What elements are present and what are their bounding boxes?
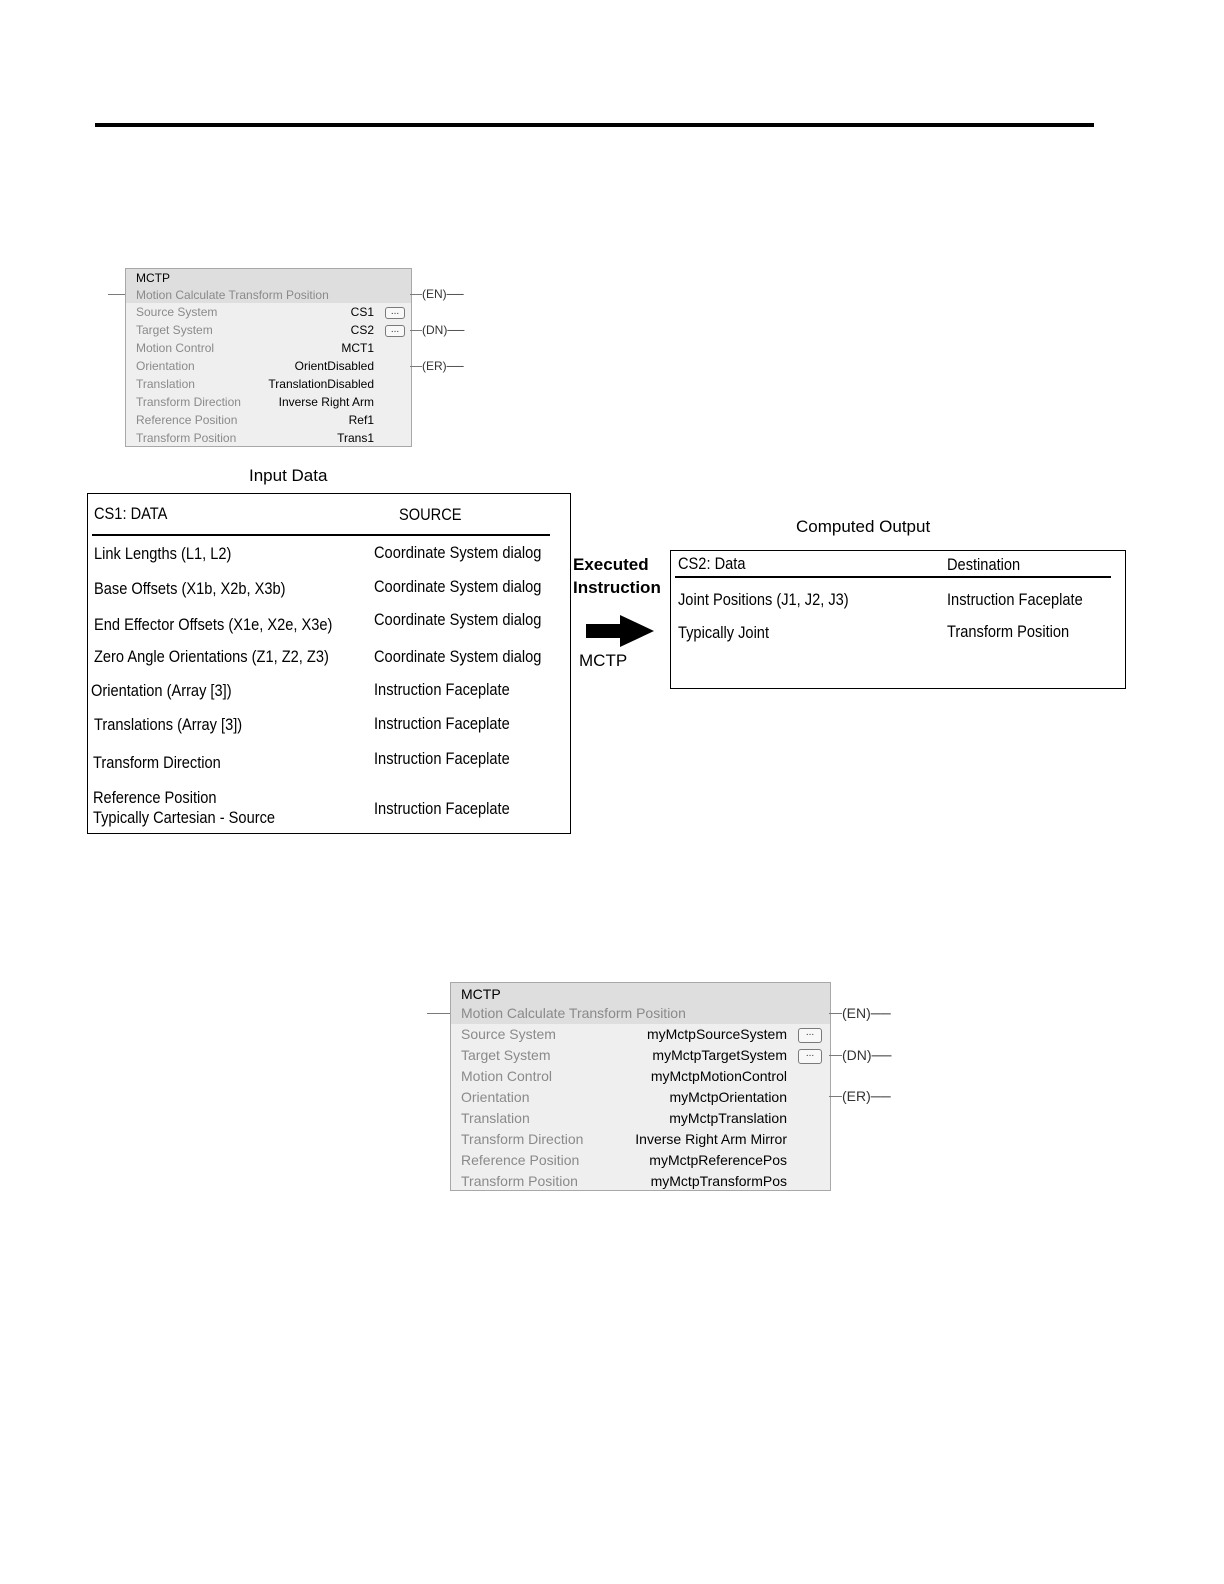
operand-value[interactable]: CS1 xyxy=(350,305,374,319)
operand-value[interactable]: myMctpSourceSystem xyxy=(646,1026,787,1042)
operand-value[interactable]: myMctpTransformPos xyxy=(650,1173,787,1189)
operand-label: Translation xyxy=(461,1110,530,1126)
input-row-data: Base Offsets (X1b, X2b, X3b) xyxy=(94,579,286,598)
operand-label: Translation xyxy=(136,377,195,391)
en-coil: (EN)── xyxy=(842,1005,891,1021)
operand-value[interactable]: myMctpTargetSystem xyxy=(652,1047,787,1063)
operand-value[interactable]: myMctpOrientation xyxy=(669,1089,787,1105)
operand-row-motion-control xyxy=(451,1067,830,1088)
instruction-mnemonic: MCTP xyxy=(136,271,170,285)
input-row-source: Instruction Faceplate xyxy=(374,749,510,768)
operand-value[interactable]: TranslationDisabled xyxy=(268,377,374,391)
mctp-instruction-block[interactable] xyxy=(450,982,831,1191)
operand-row-translation xyxy=(126,376,411,394)
input-row-source: Instruction Faceplate xyxy=(374,714,510,733)
right-arrow-icon xyxy=(586,615,654,647)
input-row-source: Coordinate System dialog xyxy=(374,543,542,562)
ellipsis-button[interactable]: ... xyxy=(385,325,405,337)
operand-value[interactable]: OrientDisabled xyxy=(294,359,374,373)
coil-label: EN xyxy=(846,1005,867,1021)
input-header-source: SOURCE xyxy=(399,505,462,524)
dn-coil: (DN)── xyxy=(842,1047,892,1063)
operand-value[interactable]: myMctpReferencePos xyxy=(649,1152,787,1168)
input-row-data: Link Lengths (L1, L2) xyxy=(94,544,232,563)
operand-value[interactable]: Trans1 xyxy=(337,431,374,445)
input-row-data-line2: Typically Cartesian - Source xyxy=(93,808,276,827)
operand-label: Motion Control xyxy=(461,1068,553,1084)
operand-label: Target System xyxy=(136,323,213,337)
operand-value[interactable]: CS2 xyxy=(350,323,374,337)
operand-value[interactable]: MCT1 xyxy=(341,341,374,355)
ellipsis-button[interactable]: ... xyxy=(385,307,405,319)
input-row-source: Coordinate System dialog xyxy=(374,647,542,666)
computed-output-caption: Computed Output xyxy=(796,517,931,536)
instruction-description: Motion Calculate Transform Position xyxy=(461,1005,686,1021)
operand-label: Reference Position xyxy=(461,1152,580,1168)
operand-row-reference-position xyxy=(126,412,411,430)
en-coil: (EN)── xyxy=(422,287,464,301)
operand-row-target-system xyxy=(451,1046,830,1067)
operand-label: Target System xyxy=(461,1047,551,1063)
dn-rung-line xyxy=(410,330,422,331)
operand-row-orientation xyxy=(126,358,411,376)
operand-value[interactable]: Inverse Right Arm xyxy=(278,395,374,409)
coil-label: DN xyxy=(846,1047,867,1063)
output-row-data: Typically Joint xyxy=(678,623,770,642)
input-header-rule xyxy=(92,534,550,536)
mctp-arrow-label: MCTP xyxy=(579,651,628,670)
coil-label: DN xyxy=(426,323,444,337)
input-data-table xyxy=(87,493,571,834)
dn-rung-line xyxy=(829,1055,842,1056)
operand-row-orientation xyxy=(451,1088,830,1109)
operand-label: Source System xyxy=(136,305,218,319)
input-row-data: Orientation (Array [3]) xyxy=(91,681,232,700)
rung-input-line xyxy=(427,1013,450,1014)
ellipsis-button[interactable]: ... xyxy=(798,1049,822,1064)
input-row-data: Translations (Array [3]) xyxy=(94,715,243,734)
operand-label: Transform Direction xyxy=(136,395,241,409)
operand-label: Transform Position xyxy=(136,431,237,445)
input-row-data: End Effector Offsets (X1e, X2e, X3e) xyxy=(94,615,333,634)
input-data-caption: Input Data xyxy=(249,466,328,485)
rung-output-line xyxy=(829,1013,842,1014)
operand-row-transform-position xyxy=(451,1172,830,1193)
operand-value[interactable]: myMctpTranslation xyxy=(669,1110,787,1126)
rung-output-line xyxy=(410,294,422,295)
block-header xyxy=(451,983,830,1024)
input-row-source: Instruction Faceplate xyxy=(374,799,510,818)
output-header-destination: Destination xyxy=(947,555,1021,574)
instruction-description: Motion Calculate Transform Position xyxy=(136,288,329,302)
output-row-destination: Transform Position xyxy=(947,622,1070,641)
operand-label: Transform Position xyxy=(461,1173,578,1189)
input-header-data: CS1: DATA xyxy=(94,504,168,523)
input-row-data: Transform Direction xyxy=(93,753,221,772)
operand-label: Motion Control xyxy=(136,341,215,355)
dn-coil: (DN)── xyxy=(422,323,465,337)
input-row-data: Zero Angle Orientations (Z1, Z2, Z3) xyxy=(94,647,329,666)
operand-row-target-system xyxy=(126,322,411,340)
output-row-destination: Instruction Faceplate xyxy=(947,590,1083,609)
instruction-label: Instruction xyxy=(573,578,661,597)
er-coil: (ER)── xyxy=(422,359,464,373)
operand-value[interactable]: Inverse Right Arm Mirror xyxy=(635,1131,787,1147)
er-rung-line xyxy=(829,1096,842,1097)
header-rule xyxy=(95,123,1094,127)
operand-label: Transform Direction xyxy=(461,1131,584,1147)
operand-label: Orientation xyxy=(461,1089,530,1105)
coil-label: ER xyxy=(426,359,443,373)
operand-row-motion-control xyxy=(126,340,411,358)
operand-row-translation xyxy=(451,1109,830,1130)
input-row-source: Instruction Faceplate xyxy=(374,680,510,699)
coil-label: EN xyxy=(426,287,443,301)
er-coil: (ER)── xyxy=(842,1088,891,1104)
output-row-data: Joint Positions (J1, J2, J3) xyxy=(678,590,849,609)
operand-value[interactable]: Ref1 xyxy=(348,413,374,427)
operand-row-transform-direction xyxy=(126,394,411,412)
ellipsis-button[interactable]: ... xyxy=(798,1028,822,1043)
instruction-mnemonic: MCTP xyxy=(461,986,501,1002)
input-row-data: Reference Position xyxy=(93,788,217,807)
operand-row-transform-direction xyxy=(451,1130,830,1151)
output-header-rule xyxy=(675,576,1111,578)
operand-row-source-system xyxy=(451,1025,830,1046)
rung-input-line xyxy=(108,294,125,295)
operand-value[interactable]: myMctpMotionControl xyxy=(650,1068,787,1084)
computed-output-table xyxy=(670,550,1126,689)
coil-label: ER xyxy=(846,1088,867,1104)
er-rung-line xyxy=(410,366,422,367)
input-row-source: Coordinate System dialog xyxy=(374,577,542,596)
operand-row-reference-position xyxy=(451,1151,830,1172)
executed-label: Executed xyxy=(573,555,649,574)
operand-row-transform-position xyxy=(126,430,411,448)
input-row-source: Coordinate System dialog xyxy=(374,610,542,629)
block-header xyxy=(126,269,411,303)
operand-row-source-system xyxy=(126,304,411,322)
operand-label: Source System xyxy=(461,1026,556,1042)
output-header-data: CS2: Data xyxy=(678,554,746,573)
operand-label: Orientation xyxy=(136,359,195,373)
operand-label: Reference Position xyxy=(136,413,238,427)
mctp-instruction-block[interactable] xyxy=(125,268,412,447)
